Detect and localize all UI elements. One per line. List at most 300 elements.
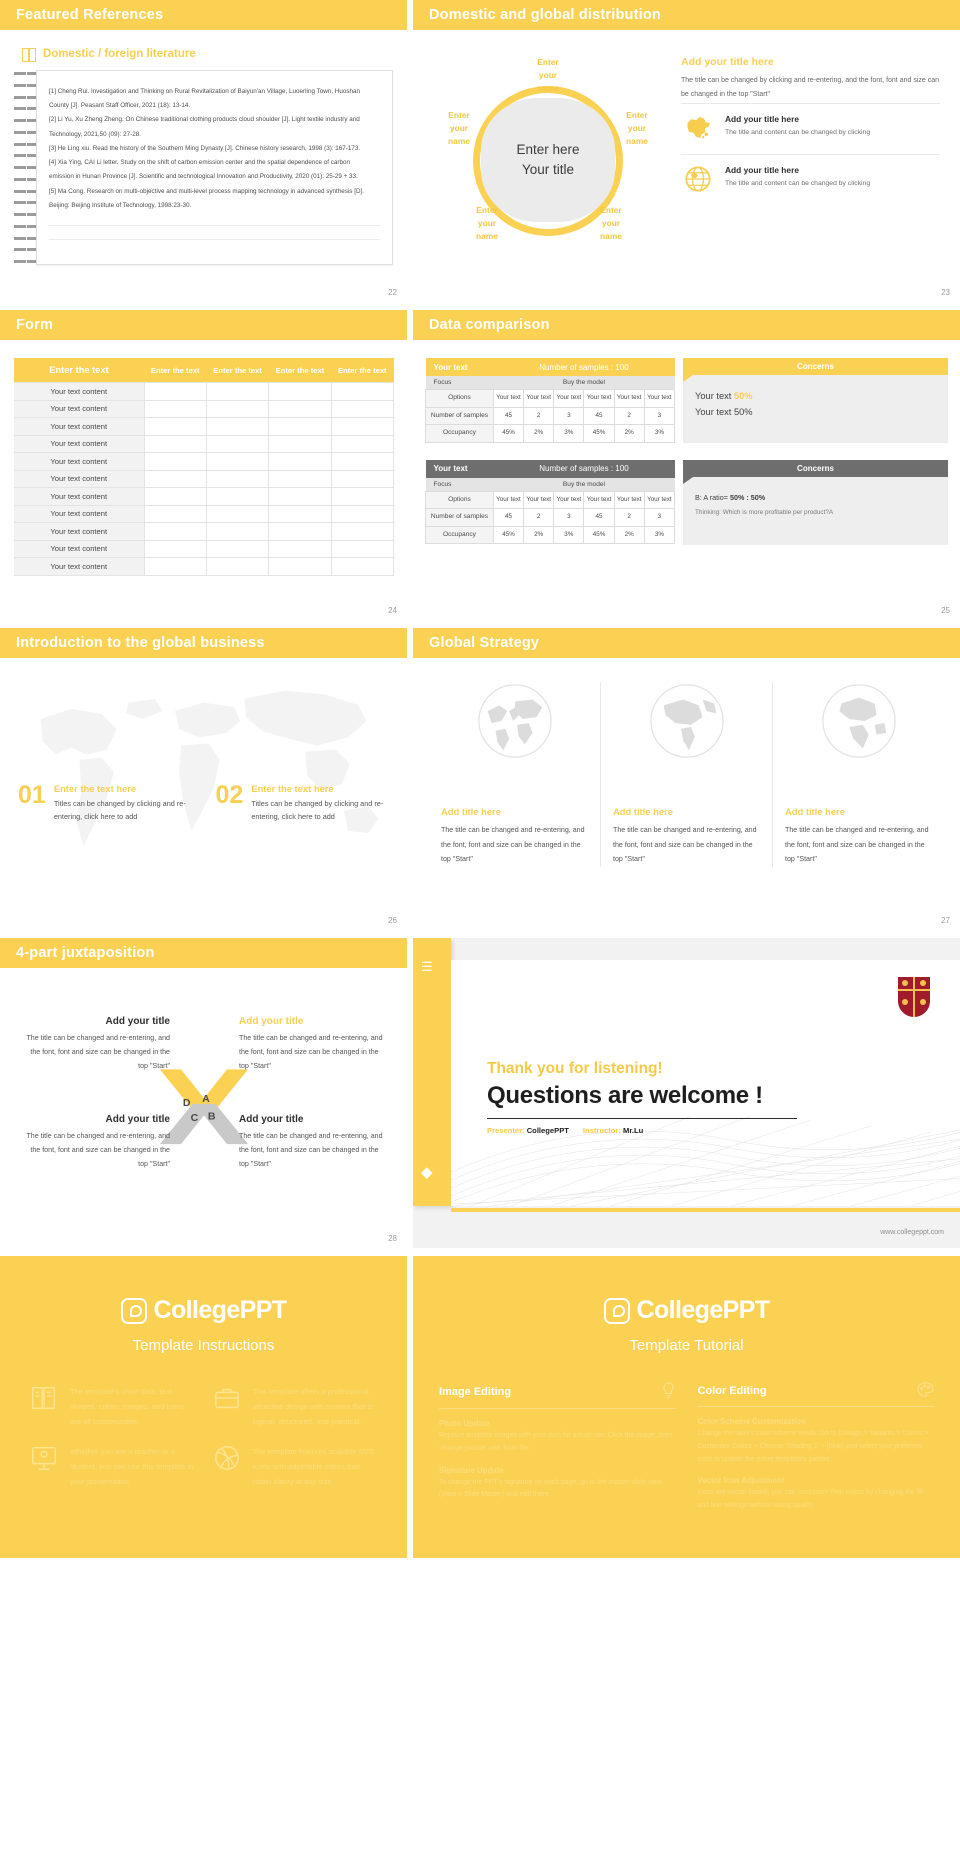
concern-body xyxy=(683,477,948,545)
menu-icon[interactable]: ☰ xyxy=(421,959,433,974)
row-label: Your text content xyxy=(14,470,144,488)
cell[interactable] xyxy=(331,383,393,401)
concern-box-grey xyxy=(683,460,948,545)
instructor-value: Mr.Lu xyxy=(623,1126,644,1135)
page-title: Form xyxy=(16,317,54,333)
cell[interactable] xyxy=(206,523,268,541)
slide-title-bar xyxy=(0,938,407,968)
cell: Your text xyxy=(554,491,584,509)
book-icon xyxy=(22,48,36,60)
reference-card xyxy=(36,70,393,265)
cell[interactable] xyxy=(331,540,393,558)
cell[interactable] xyxy=(206,383,268,401)
brand-name: CollegePPT xyxy=(636,1296,770,1324)
table-row[interactable] xyxy=(14,453,394,471)
reference-line: [4] Xia Ying, CAI Li letter. Study on the shift of carbon emission center and the spatial dependence of carbon xyxy=(49,159,351,167)
strategy-column[interactable] xyxy=(429,682,600,867)
slide-form[interactable] xyxy=(0,310,407,620)
slide-title-bar xyxy=(0,628,407,658)
cell: 3% xyxy=(644,425,674,443)
item-desc: The title and content can be changed by clicking xyxy=(725,128,871,136)
data-table-yellow[interactable] xyxy=(425,358,675,443)
strategy-column[interactable] xyxy=(772,682,944,867)
column-title: Add title here xyxy=(441,806,501,817)
block-title: Vector Icon Adjustment xyxy=(697,1476,785,1486)
block-title: Signature Update xyxy=(439,1465,504,1475)
cell[interactable] xyxy=(269,383,331,401)
cell: 45% xyxy=(493,526,523,544)
table-row xyxy=(426,491,675,509)
quadrant-bottom-right[interactable] xyxy=(239,1114,389,1171)
page-number: 25 xyxy=(941,606,950,615)
column-header: Enter the text xyxy=(269,358,331,383)
table-row xyxy=(426,526,675,544)
subheader-right: Buy the model xyxy=(493,478,674,492)
brand-logo xyxy=(0,1296,407,1325)
cell: Your text xyxy=(584,491,614,509)
table-subtitle: Number of samples : 100 xyxy=(493,460,674,478)
cell[interactable] xyxy=(269,400,331,418)
cell[interactable] xyxy=(269,418,331,436)
website-url: www.collegeppt.com xyxy=(880,1229,944,1236)
cell: 2 xyxy=(524,407,554,425)
cell[interactable] xyxy=(144,540,206,558)
cell[interactable] xyxy=(269,453,331,471)
slide-title-bar xyxy=(413,0,960,30)
row-label: Your text content xyxy=(14,505,144,523)
column-title: Color Editing xyxy=(697,1385,767,1397)
instruction-cell xyxy=(213,1384,378,1430)
question-line: Questions are welcome ! xyxy=(487,1082,763,1109)
petal-label[interactable]: Enter your name xyxy=(537,57,559,94)
reference-line: Technology, 2021,50 (09): 27-28. xyxy=(49,130,141,138)
table-subtitle: Number of samples : 100 xyxy=(493,358,674,376)
cell: Your text xyxy=(493,491,523,509)
cell: 45 xyxy=(493,407,523,425)
instruction-text: Whether you are a teacher or a student, you can use this template in your presentation. xyxy=(70,1446,194,1486)
cell[interactable] xyxy=(206,435,268,453)
row-label: Your text content xyxy=(14,558,144,576)
block-text: Replace template images with your own for actual use. Click the image, then 'change picture' and 'from file'. xyxy=(439,1432,673,1452)
brand-name: CollegePPT xyxy=(153,1296,287,1324)
column-header xyxy=(698,1382,935,1407)
block-text: To change the PPT's signature on each page, go to the master slide view (View > Slide Master) and edit there. xyxy=(439,1478,662,1499)
table-row[interactable] xyxy=(14,400,394,418)
table-header-row xyxy=(426,460,675,478)
column-desc: The title can be changed and re-entering, and the font, font and size can be changed in the top "Start" xyxy=(613,826,757,864)
logo-mark-icon xyxy=(604,1298,630,1324)
cell: 3 xyxy=(554,407,584,425)
cell[interactable] xyxy=(269,470,331,488)
presenter-icon xyxy=(30,1444,60,1474)
tutorial-block xyxy=(698,1417,935,1466)
cell: Your text xyxy=(644,390,674,408)
subheader-left: Focus xyxy=(426,376,494,390)
panel-desc: The title can be changed by clicking and re-entering, and the font, font and size can be changed in the top "Start" xyxy=(681,77,939,99)
cell: Your text xyxy=(644,491,674,509)
instruction-cell xyxy=(213,1444,378,1490)
table-row xyxy=(426,509,675,527)
cell[interactable] xyxy=(206,505,268,523)
cell[interactable] xyxy=(206,453,268,471)
numbered-items xyxy=(18,783,397,824)
row-label: Options xyxy=(426,390,494,408)
column-header: Enter the text xyxy=(206,358,268,383)
block-title: Photo Update xyxy=(439,1419,490,1428)
item-desc: The title and content can be changed by clicking xyxy=(725,179,871,187)
quadrant-top-right[interactable] xyxy=(239,1016,389,1073)
instruction-cell xyxy=(30,1384,195,1430)
page-title: Data comparison xyxy=(429,317,550,333)
quadrant-title: Add your title xyxy=(239,1114,304,1125)
instruction-text: This template offers a professional, attractive design with content that is logical, structured, and practical. xyxy=(252,1387,373,1427)
block-title: Color Scheme Customization xyxy=(697,1417,806,1426)
row-label: Number of samples xyxy=(426,407,494,425)
china-map-icon xyxy=(681,114,715,146)
page-number: 22 xyxy=(388,288,397,297)
quadrant-title: Add your title xyxy=(239,1016,304,1027)
column-desc: The title can be changed and re-entering, and the font, font and size can be changed in the top "Start" xyxy=(785,826,929,864)
slide-global-business[interactable] xyxy=(0,628,407,930)
page-number: 27 xyxy=(941,916,950,925)
comparison-tables xyxy=(425,358,675,562)
divider xyxy=(49,230,380,240)
petal-label[interactable]: Enter your name xyxy=(626,110,648,147)
divider xyxy=(487,1118,797,1119)
presenter-value: CollegePPT xyxy=(526,1126,569,1135)
ratio-label: B: A ratio= xyxy=(695,493,730,502)
side-tab xyxy=(413,938,451,1206)
tutorial-column-image-editing xyxy=(439,1382,676,1523)
concern-line-2-value: 50% xyxy=(733,407,753,417)
page-number: 26 xyxy=(388,916,397,925)
cell[interactable] xyxy=(206,558,268,576)
cell: 3 xyxy=(644,407,674,425)
quadrant-desc: The title can be changed and re-entering, and the font, font and size can be changed in the top "Start" xyxy=(26,1034,170,1070)
brand-logo xyxy=(413,1296,960,1325)
cell: 3% xyxy=(554,526,584,544)
table-row[interactable] xyxy=(14,540,394,558)
cell: 2% xyxy=(524,425,554,443)
concern-ratio xyxy=(695,493,936,502)
decorative-lines xyxy=(14,70,36,265)
cell[interactable] xyxy=(144,470,206,488)
divider xyxy=(49,216,380,226)
cell: 45 xyxy=(493,509,523,527)
row-label: Options xyxy=(426,491,494,509)
petal-label[interactable]: Enter your name xyxy=(600,205,622,242)
instruction-text: The template's chart data, text, shapes, colors, images, and icons are all customizable. xyxy=(70,1387,185,1427)
reference-line: [2] Li Yu, Xu Zheng Zheng. On Chinese traditional clothing products cloud shoulder [J]. Light textile industry and xyxy=(49,116,360,124)
tutorial-columns xyxy=(413,1354,960,1523)
cell[interactable] xyxy=(144,418,206,436)
cell[interactable] xyxy=(206,400,268,418)
page-title: Global Strategy xyxy=(429,635,540,651)
strategy-column[interactable] xyxy=(600,682,772,867)
cell[interactable] xyxy=(144,453,206,471)
table-subheader-row xyxy=(426,478,675,492)
table-row[interactable] xyxy=(14,418,394,436)
page-title: Introduction to the global business xyxy=(16,635,265,651)
cell: 2% xyxy=(614,526,644,544)
list-item[interactable] xyxy=(216,783,398,824)
reference-line: [5] Ma Cong. Research on multi-objective and multi-level process mapping technology in advanced synthesis [D]. xyxy=(49,187,365,195)
cell[interactable] xyxy=(144,383,206,401)
column-title: Add title here xyxy=(785,806,845,817)
quadrant-desc: The title can be changed and re-entering, and the font, font and size can be changed in the top "Start" xyxy=(239,1132,383,1168)
cell: 3% xyxy=(554,425,584,443)
globe-icon xyxy=(681,165,715,198)
cell[interactable] xyxy=(269,540,331,558)
panel-subtitle: Template Instructions xyxy=(132,1337,275,1354)
slide-body xyxy=(0,658,407,930)
cell: Your text xyxy=(493,390,523,408)
subheader-left: Focus xyxy=(426,478,494,492)
tutorial-block xyxy=(698,1476,935,1513)
bulb-icon xyxy=(661,1382,676,1402)
column-header: Enter the text xyxy=(144,358,206,383)
concern-header: Concerns xyxy=(683,358,948,375)
page-title: Domestic and global distribution xyxy=(429,7,661,23)
cell[interactable] xyxy=(331,488,393,506)
svg-text:D: D xyxy=(182,1096,191,1109)
cell: Your text xyxy=(524,390,554,408)
cell: 2 xyxy=(614,509,644,527)
table-title: Your text xyxy=(426,460,494,478)
concern-line-2-label: Your text xyxy=(695,407,734,417)
reference-line: Beijing: Beijing Institute of Technology, 1998:23-30. xyxy=(49,201,192,209)
instruction-cell xyxy=(30,1444,195,1490)
table-subheader-row xyxy=(426,376,675,390)
cell: 2 xyxy=(524,509,554,527)
cell[interactable] xyxy=(144,400,206,418)
cell: 45% xyxy=(584,526,614,544)
presenter-label: Presenter: xyxy=(487,1126,525,1135)
cell: Your text xyxy=(584,390,614,408)
slide-featured-references[interactable] xyxy=(0,0,407,302)
page-number: 24 xyxy=(388,606,397,615)
slide-title-bar xyxy=(413,310,960,340)
cell: 45 xyxy=(584,509,614,527)
item-desc: Titles can be changed by clicking and re-entering, click here to add xyxy=(251,799,384,822)
tutorial-column-color-editing xyxy=(698,1382,935,1523)
item-title: Add your title here xyxy=(725,113,799,124)
table-row[interactable] xyxy=(14,505,394,523)
cell[interactable] xyxy=(144,488,206,506)
list-item[interactable] xyxy=(18,783,200,824)
table-header-row xyxy=(426,358,675,376)
form-table[interactable] xyxy=(14,358,394,576)
row-label: Your text content xyxy=(14,435,144,453)
quadrant-desc: The title can be changed and re-entering, and the font, font and size can be changed in the top "Start" xyxy=(239,1034,383,1070)
table-header-row xyxy=(14,358,394,383)
table-row[interactable] xyxy=(14,523,394,541)
concern-line-1-value: 50% xyxy=(733,391,753,401)
cell[interactable] xyxy=(144,558,206,576)
column-desc: The title can be changed and re-entering, and the font, font and size can be changed in the top "Start" xyxy=(441,826,585,864)
cell: 45% xyxy=(584,425,614,443)
cell[interactable] xyxy=(144,505,206,523)
panel-template-tutorial xyxy=(413,1256,960,1558)
page-title: Featured References xyxy=(16,7,164,23)
panel-title: Add your title here xyxy=(681,56,774,68)
table-row xyxy=(426,390,675,408)
cell[interactable] xyxy=(206,418,268,436)
cell[interactable] xyxy=(206,470,268,488)
briefcase-icon xyxy=(213,1384,243,1414)
section-heading xyxy=(22,48,407,60)
book-icon xyxy=(30,1384,60,1414)
reference-line: County [J]. Peasant Staff Officer, 2021 (18): 13-14. xyxy=(49,102,191,110)
section-heading-label: Domestic / foreign literature xyxy=(43,48,196,60)
block-text: Change the slide's color scheme easily. Go to [Design > Variants > Colors > Customize Colors > Choose 'Shading 1' > [blue] and select your preferred color to update the entire template's palette. xyxy=(697,1430,929,1463)
data-table-grey[interactable] xyxy=(425,460,675,545)
cell: Your text xyxy=(554,390,584,408)
quadrant-top-left[interactable] xyxy=(20,1016,170,1073)
row-label: Your text content xyxy=(14,523,144,541)
quadrant-title: Add your title xyxy=(105,1114,170,1125)
row-label: Your text content xyxy=(14,453,144,471)
crest-icon xyxy=(896,974,932,1018)
quadrant-bottom-left[interactable] xyxy=(20,1114,170,1171)
panel-template-instructions xyxy=(0,1256,407,1558)
slide-body xyxy=(413,658,960,867)
cell[interactable] xyxy=(269,523,331,541)
thank-you-card xyxy=(451,960,960,1206)
page-title: 4-part juxtaposition xyxy=(16,945,155,961)
column-header: Enter the text xyxy=(331,358,393,383)
instruction-grid xyxy=(0,1354,407,1489)
quadrant-title: Add your title xyxy=(105,1016,170,1027)
item-number: 02 xyxy=(215,781,244,809)
block-text: Icons are vector-based, you can customize their colors by changing the fill and line settings without losing quality. xyxy=(697,1489,924,1510)
item-number: 01 xyxy=(18,781,46,809)
cell[interactable] xyxy=(269,505,331,523)
cell[interactable] xyxy=(331,470,393,488)
slide-global-strategy[interactable] xyxy=(413,628,960,930)
cell[interactable] xyxy=(144,523,206,541)
cell: 2% xyxy=(614,425,644,443)
slide-four-part-juxtaposition[interactable] xyxy=(0,938,407,1248)
cell: 45% xyxy=(493,425,523,443)
cell[interactable] xyxy=(331,558,393,576)
cell: 3 xyxy=(644,509,674,527)
concern-box-yellow xyxy=(683,358,948,443)
concern-header: Concerns xyxy=(683,460,948,477)
column-title: Image Editing xyxy=(439,1386,512,1398)
cell[interactable] xyxy=(206,540,268,558)
cell: Your text xyxy=(524,491,554,509)
slide-body xyxy=(413,340,960,562)
cell[interactable] xyxy=(331,523,393,541)
row-label: Your text content xyxy=(14,418,144,436)
presenter-meta xyxy=(487,1126,797,1135)
svg-text:C: C xyxy=(190,1112,198,1125)
table-row[interactable] xyxy=(14,383,394,401)
row-label: Occupancy xyxy=(426,425,494,443)
slide-data-comparison[interactable] xyxy=(413,310,960,620)
slide-title-bar xyxy=(0,310,407,340)
cell[interactable] xyxy=(331,418,393,436)
row-label: Occupancy xyxy=(426,526,494,544)
accent-bar xyxy=(451,1208,960,1212)
table-row[interactable] xyxy=(14,488,394,506)
table-row[interactable] xyxy=(14,558,394,576)
cell[interactable] xyxy=(269,435,331,453)
item-desc: Titles can be changed by clicking and re-entering, click here to add xyxy=(53,799,186,822)
cell[interactable] xyxy=(144,435,206,453)
row-label: Your text content xyxy=(14,400,144,418)
concern-note: Thinking: Which is more profitable per product?A xyxy=(695,509,834,516)
thank-you-text xyxy=(487,1060,797,1135)
slide-body xyxy=(413,30,960,274)
page-number: 23 xyxy=(941,288,950,297)
table-row xyxy=(426,407,675,425)
reference-body xyxy=(14,70,393,265)
cell: Your text xyxy=(614,390,644,408)
layers-icon[interactable]: ◆ xyxy=(421,1164,433,1181)
ratio-value: 50% : 50% xyxy=(729,493,766,502)
cell[interactable] xyxy=(331,435,393,453)
table-row[interactable] xyxy=(14,435,394,453)
reference-line: [3] He Ling xiu. Read the history of the Southern Ming Dynasty [J]. Chinese history research, 1998 (3): 167-173. xyxy=(49,144,361,152)
dribbble-icon xyxy=(213,1444,243,1474)
petal-label[interactable]: Enter your name xyxy=(476,205,498,242)
globe-icon xyxy=(648,682,726,760)
thanks-line: Thank you for listening! xyxy=(487,1060,663,1077)
logo-mark-icon xyxy=(121,1298,147,1324)
table-title: Your text xyxy=(426,358,494,376)
quadrant-desc: The title can be changed and re-entering, and the font, font and size can be changed in the top "Start" xyxy=(26,1132,170,1168)
item-title: Enter the text here xyxy=(53,783,137,794)
center-line-1: Enter here xyxy=(516,142,580,158)
subheader-right: Buy the model xyxy=(493,376,674,390)
slide-body xyxy=(0,968,407,1240)
panel-subtitle: Template Tutorial xyxy=(629,1337,744,1354)
column-header: Enter the text xyxy=(14,358,144,383)
instructor-label: Instructor: xyxy=(582,1126,621,1135)
slide-domestic-global-distribution[interactable] xyxy=(413,0,960,302)
cell[interactable] xyxy=(269,488,331,506)
cell[interactable] xyxy=(331,400,393,418)
page-number: 28 xyxy=(388,1234,397,1243)
cell: 45 xyxy=(584,407,614,425)
svg-text:A: A xyxy=(201,1093,210,1105)
row-label: Your text content xyxy=(14,488,144,506)
table-row xyxy=(426,425,675,443)
circular-diagram xyxy=(423,44,673,274)
slide-thank-you[interactable] xyxy=(413,938,960,1248)
list-item[interactable] xyxy=(681,103,940,154)
cell: 2 xyxy=(614,407,644,425)
table-row[interactable] xyxy=(14,470,394,488)
list-item[interactable] xyxy=(681,154,940,206)
cell[interactable] xyxy=(331,453,393,471)
reference-line: [1] Cheng Rui. Investigation and Thinking on Rural Revitalization of Baiyun'an Village, Luoerling Town, Huoshan xyxy=(49,88,360,95)
instruction-text: The template features scalable SVG icons with adjustable colors that retain clarity at any size. xyxy=(252,1446,375,1486)
cell[interactable] xyxy=(206,488,268,506)
cell: 3% xyxy=(644,526,674,544)
petal-label[interactable]: Enter your name xyxy=(448,110,470,147)
tutorial-block xyxy=(439,1466,676,1503)
cell[interactable] xyxy=(331,505,393,523)
concerns-column xyxy=(683,358,948,562)
cell[interactable] xyxy=(269,558,331,576)
column-title: Add title here xyxy=(613,806,673,817)
svg-text:B: B xyxy=(207,1110,215,1123)
cell: 2% xyxy=(524,526,554,544)
globe-icon xyxy=(820,682,898,760)
